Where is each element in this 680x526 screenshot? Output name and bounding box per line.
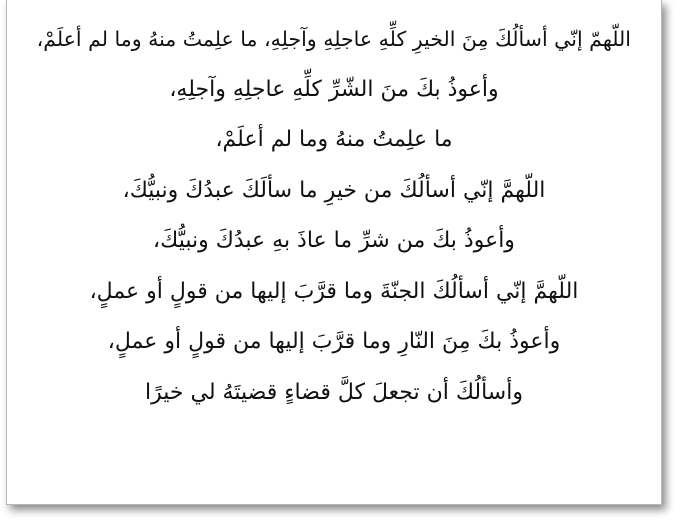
dua-text (37, 14, 631, 418)
dua-line-8: وأسألُكَ أن تجعلَ كلَّ قضاءٍ قضيتَهُ لي خيرًا (145, 379, 523, 405)
dua-line-7: وأعوذُ بكَ مِنَ النّارِ وما قرَّبَ إليها من قولٍ أو عملٍ، (107, 329, 561, 354)
dua-card (6, 0, 662, 505)
dua-line-5: وأعوذُ بكَ من شرِّ ما عاذَ بهِ عبدُكَ ونبيُّكَ، (153, 228, 515, 253)
dua-line-3: ما علِمتُ منهُ وما لم أعلَمْ، (215, 127, 453, 152)
dua-line-2: وأعوذُ بكَ منَ الشّرِّ كلِّهِ عاجلِهِ وآجلِهِ، (169, 76, 499, 102)
dua-line-1: اللّهمّ إنّي أسألُكَ مِنَ الخيرِ كلِّهِ عاجلِهِ وآجلِهِ، ما علِمتُ منهُ وما لم أعلَمْ، (36, 27, 631, 51)
dua-line-6: اللّهمَّ إنّي أسألُكَ الجنّةَ وما قرَّبَ إليها من قولٍ أو عملٍ، (89, 278, 579, 304)
dua-line-4: اللّهمَّ إنّي أسألُكَ من خيرِ ما سألَكَ عبدُكَ ونبيُّكَ، (122, 177, 546, 203)
